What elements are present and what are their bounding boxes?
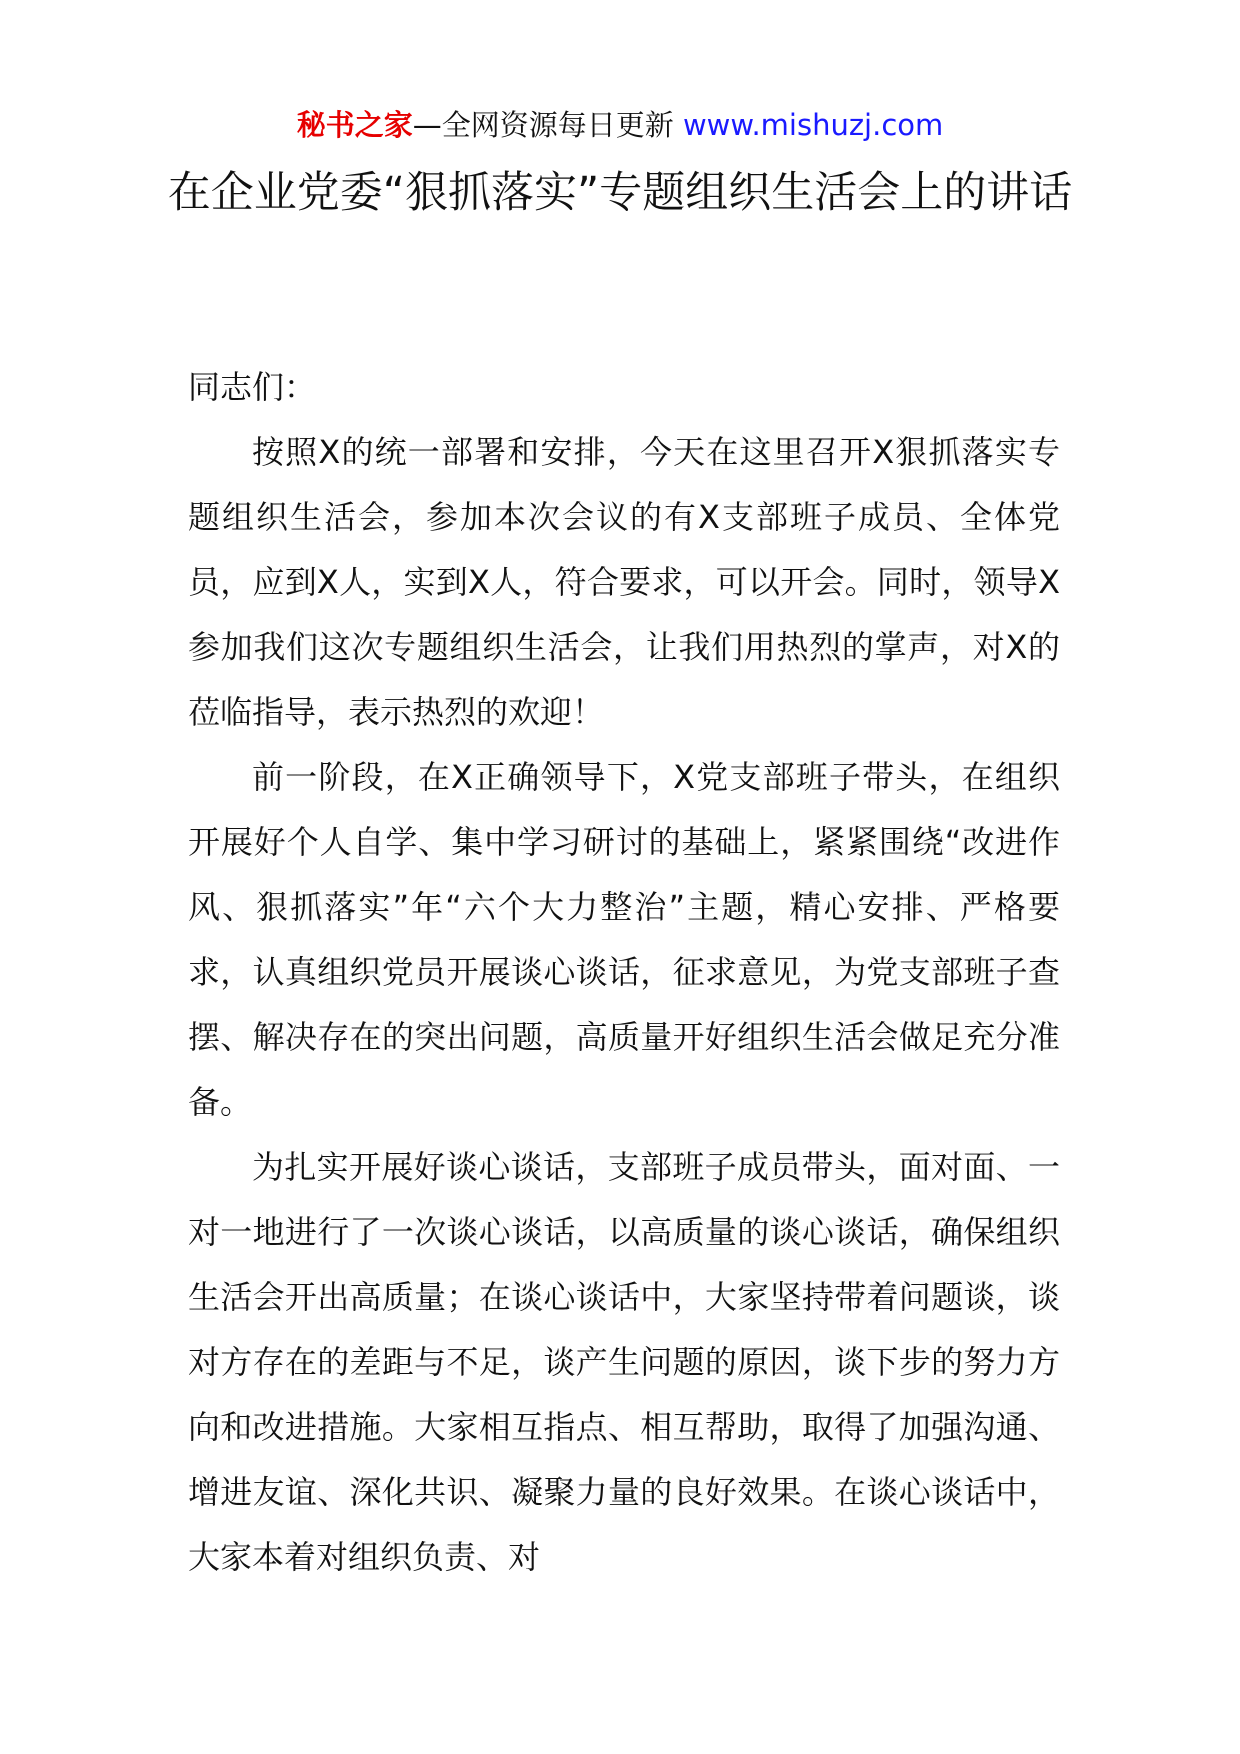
paragraph: 为扎实开展好谈心谈话，支部班子成员带头，面对面、一对一地进行了一次谈心谈话，以高质量的谈心谈话，确保组织生活会开出高质量；在谈心谈话中，大家坚持带着问题谈，谈对方存在的差距与不足，谈产生问题的原因，谈下步的努力方向和改进措施。大家相互指点、相互帮助，取得了加强沟通、增进友谊、深化共识、凝聚力量的良好效果。在谈心谈话中，大家本着对组织负责、对 [188,1148,1060,1576]
site-url-link[interactable]: www.mishuzj.com [682,108,944,142]
header-tagline: —全网资源每日更新 [412,108,674,142]
site-header [0,100,1240,150]
greeting: 同志们： [188,368,317,406]
brand-name: 秘书之家 [296,108,413,142]
document-title: 在企业党委“狠抓落实”专题组织生活会上的讲话 [167,168,1073,218]
paragraph: 前一阶段，在X正确领导下，X党支部班子带头，在组织开展好个人自学、集中学习研讨的基础上，紧紧围绕“改进作风、狠抓落实”年“六个大力整治”主题，精心安排、严格要求，认真组织党员开展谈心谈话，征求意见，为党支部班子查摆、解决存在的突出问题，高质量开好组织生活会做足充分准备。 [188,758,1060,1121]
paragraph: 按照X的统一部署和安排，今天在这里召开X狠抓落实专题组织生活会，参加本次会议的有X支部班子成员、全体党员，应到X人，实到X人，符合要求，可以开会。同时，领导X参加我们这次专题组织生活会，让我们用热烈的掌声，对X的莅临指导，表示热烈的欢迎！ [188,433,1060,731]
document-body [188,355,1060,1590]
